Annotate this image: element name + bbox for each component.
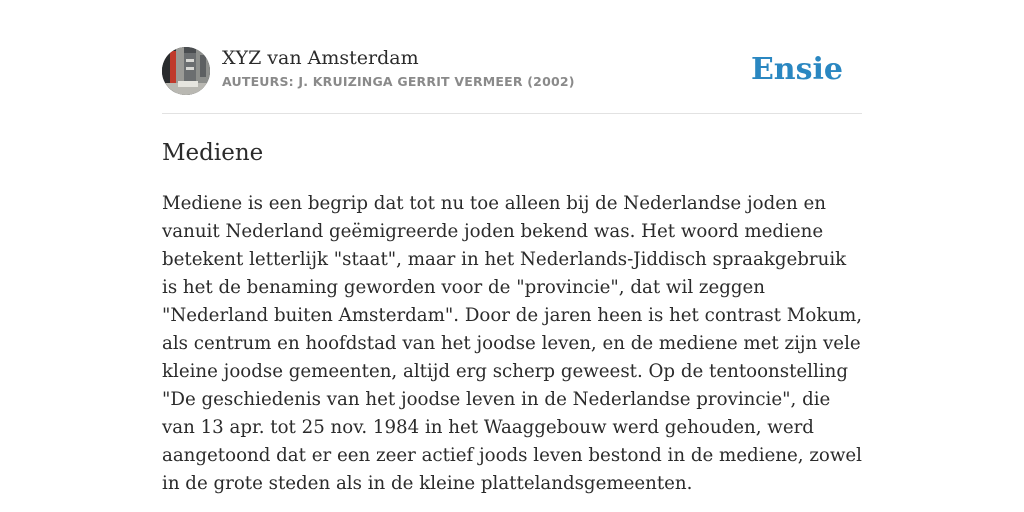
source-cover-thumbnail[interactable]: [162, 47, 210, 95]
book-cover-icon: [162, 47, 210, 95]
header-divider: [162, 113, 862, 114]
brand-logo[interactable]: Ensie: [750, 52, 843, 87]
source-header: [162, 46, 862, 96]
entry-title: Mediene: [162, 140, 264, 166]
authors-line: AUTEURS: J. KRUIZINGA GERRIT VERMEER (2002): [222, 74, 575, 89]
entry-body: Mediene is een begrip dat tot nu toe alleen bij de Nederlandse joden en vanuit Nederland geëmigreerde joden bekend was. Het woord mediene betekent letterlijk "staat", maar in het Nederlands-Jiddisch spraakgebruik is het de benaming geworden voor de "provincie", dat wil zeggen "Nederland buiten Amsterdam". Door de jaren heen is het contrast Mokum, als centrum en hoofdstad van het joodse leven, en de mediene met zijn vele kleine joodse gemeenten, altijd erg scherp geweest. Op de tentoonstelling "De geschiedenis van het joodse leven in de Nederlandse provincie", die van 13 apr. tot 25 nov. 1984 in het Waaggebouw werd gehouden, werd aangetoond dat er een zeer actief joods leven bestond in de mediene, zowel in de grote steden als in de kleine plattelandsgemeenten.: [162, 193, 863, 494]
source-title[interactable]: XYZ van Amsterdam: [222, 47, 419, 69]
